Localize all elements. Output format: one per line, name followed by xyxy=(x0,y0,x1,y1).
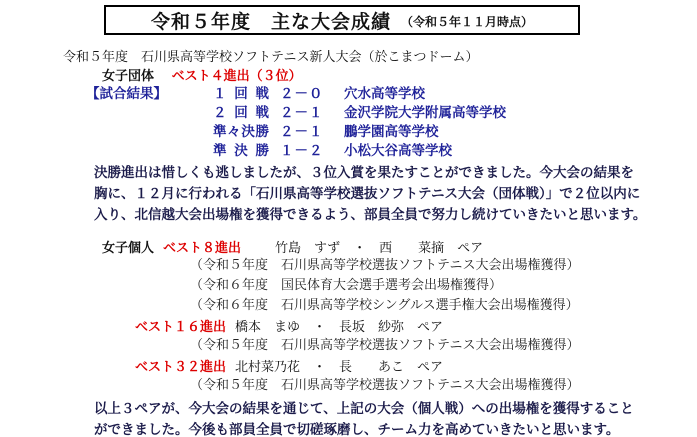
individual-best8-line xyxy=(102,237,697,255)
match-round: ２回戦 xyxy=(213,104,269,120)
best8-pair-names: 竹島 すず ・ 西 菜摘 ペア xyxy=(275,239,484,255)
qualification-note: （令和５年度 石川県高等学校選抜ソフトテニス大会出場権獲得） xyxy=(190,337,580,352)
individual-comment-paragraph xyxy=(94,398,697,437)
qualification-note: （令和５年度 石川県高等学校選抜ソフトテニス大会出場権獲得） xyxy=(190,257,580,272)
team-comment-line: 胸に、１２月に行われる「石川県高等学校選抜ソフトテニス大会（団体戦）」で２位以内に xyxy=(94,186,641,201)
tournament-heading: 令和５年度 石川県高等学校ソフトテニス新人大会（於こまつドーム） xyxy=(63,49,479,64)
qualification-note: （令和６年度 石川県高等学校シングルス選手権大会出場権獲得） xyxy=(190,297,579,312)
team-result-line xyxy=(102,65,697,82)
qualification-note: （令和５年度 石川県高等学校選抜ソフトテニス大会出場権獲得） xyxy=(190,377,580,392)
team-comment-line: 入り、北信越大会出場権を獲得できるよう、部員全員で努力し続けていきたいと思います。 xyxy=(94,207,647,222)
individual-results-section xyxy=(0,237,697,437)
match-score: １－２ xyxy=(280,142,324,158)
match-results-label: 【試合結果】 xyxy=(86,85,167,101)
best8-result: ベスト８進出 xyxy=(163,239,242,255)
team-category-label: 女子団体 xyxy=(102,68,155,83)
match-round: 準々決勝 xyxy=(213,123,269,139)
qualification-note: （令和６年度 国民体育大会選手選考会出場権獲得） xyxy=(190,277,503,292)
individual-best16-line xyxy=(135,315,697,335)
team-result: ベスト４進出（３位） xyxy=(171,68,302,83)
best16-pair-names: 橋本 まゆ ・ 長坂 紗弥 ペア xyxy=(235,318,444,334)
team-comment-line: 決勝進出は惜しくも逃しましたが、３位入賞を果たすことができました。今大会の結果を xyxy=(94,165,634,180)
match-row xyxy=(86,120,697,139)
individual-comment-line: ができました。今後も部員全員で切磋琢磨し、チーム力を高めていきたいと思います。 xyxy=(94,422,620,437)
match-score: ２－１ xyxy=(280,104,324,120)
match-row xyxy=(86,101,697,120)
match-round: １回戦 xyxy=(213,85,269,101)
match-results-block xyxy=(86,82,697,158)
best16-result: ベスト１６進出 xyxy=(135,318,227,334)
individual-comment-line: 以上３ペアが、今大会の結果を通じて、上記の大会（個人戦）への出場権を獲得すること xyxy=(94,401,634,416)
title-date-note: （令和５年１１月時点） xyxy=(401,15,534,29)
match-round: 準決勝 xyxy=(213,142,269,158)
match-opponent: 鵬学園高等学校 xyxy=(344,123,439,139)
best32-pair-names: 北村菜乃花 ・ 長 あこ ペア xyxy=(235,358,444,374)
match-opponent: 金沢学院大学附属高等学校 xyxy=(344,104,506,120)
individual-category-label: 女子個人 xyxy=(102,239,155,255)
best32-result: ベスト３２進出 xyxy=(135,358,227,374)
team-comment-paragraph xyxy=(94,162,697,225)
match-score: ２－０ xyxy=(280,85,324,101)
match-row xyxy=(86,139,697,158)
match-score: ２－１ xyxy=(280,123,324,139)
match-opponent: 小松大谷高等学校 xyxy=(344,142,452,158)
individual-best32-line xyxy=(135,355,697,375)
page-title: 令和５年度 主な大会成績 xyxy=(150,11,391,33)
match-opponent: 穴水高等学校 xyxy=(344,85,425,101)
title-box xyxy=(104,5,580,35)
match-row xyxy=(86,82,697,101)
